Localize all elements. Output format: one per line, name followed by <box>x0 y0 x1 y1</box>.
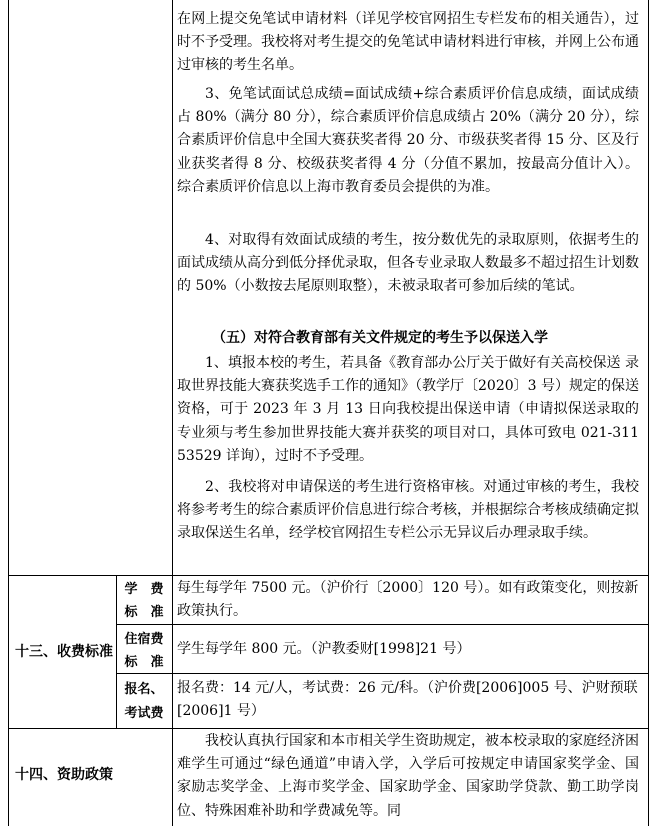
exam-fee-label-line2: 考试费 <box>124 706 164 721</box>
table-border-left <box>8 0 9 826</box>
row-divider-fees-1 <box>116 624 649 625</box>
admission-rule-paragraph: 4、对取得有效面试成绩的考生，按分数优先的录取原则，依据考生的面试成绩从高分到低分择优录取，但各专业录取人数最多不超过招生计划数的 50%（小数按去尾原则取整），未被录取者可参加后续的笔试。 <box>177 232 639 295</box>
tuition-label-line1: 学 费 <box>124 582 164 597</box>
exam-fee-label-line1: 报名、 <box>124 682 164 697</box>
tuition-value: 每生每学年 7500 元。（沪价行〔2000〕120 号）。如有政策变化，则按新政策执行。 <box>177 580 639 620</box>
recommendation-paragraph-1: 1、填报本校的考生，若具备《教育部办公厅关于做好有关高校保送 录取世界技能大赛获奖选手工作的通知》（教学厅〔2020〕3 号）规定的保送资格，可于 2023 年 3 月 13 日向我校提出保送申请（申请拟保送录取的专业须与考生参加世界技能大赛并获奖的项目对口，具体可致电 021-31153529 详询），过时不予受理。 <box>177 355 639 464</box>
row-divider-aid-top <box>8 728 649 729</box>
section-five-heading: （五）对符合教育部有关文件规定的考生予以保送入学 <box>212 330 548 346</box>
dorm-fee-label-line1: 住宿费 <box>124 632 164 647</box>
exemption-application-paragraph: 在网上提交免笔试申请材料（详见学校官网招生专栏发布的相关通告），过时不予受理。我校将对考生提交的免笔试申请材料进行审核，并网上公布通过审核的考生名单。 <box>177 11 639 74</box>
aid-section-label: 十四、资助政策 <box>15 767 113 783</box>
tuition-label-line2: 标 准 <box>124 605 164 620</box>
aid-policy-text: 我校认真执行国家和本市相关学生资助规定，被本校录取的家庭经济困难学生可通过“绿色通道”申请入学，入学后可按规定申请国家奖学金、国家励志奖学金、上海市奖学金、国家助学金、国家助学贷款、勤工助学岗位、特殊困难补助和学费减免等。同 <box>177 733 639 819</box>
sublabel-column-divider <box>116 575 117 728</box>
exam-fee-value: 报名费：14 元/人，考试费：26 元/科。（沪价费[2006]005 号、沪财预联[2006]1 号） <box>177 680 638 720</box>
recommendation-paragraph-2: 2、我校将对申请保送的考生进行资格审核。对通过审核的考生，我校将参考考生的综合素质评价信息进行综合考核，并根据综合考核成绩确定拟录取保送生名单，经学校官网招生专栏公示无异议后办理录取手续。 <box>177 479 639 542</box>
fees-section-label: 十三、收费标准 <box>15 644 113 660</box>
table-border-right <box>648 0 649 826</box>
row-divider-fees-top <box>8 575 649 576</box>
interview-score-paragraph: 3、免笔试面试总成绩=面试成绩+综合素质评价信息成绩，面试成绩占 80%（满分 80 分），综合素质评价信息成绩占 20%（满分 20 分），综合素质评价信息中全国大赛获奖者得 20 分、市级获奖者得 15 分、区及行业获奖者得 8 分、校级获奖者得 4 分（分值不累加，按最高分值计入）。综合素质评价信息以上海市教育委员会提供的为准。 <box>177 86 639 195</box>
content-column-divider <box>172 0 173 826</box>
row-divider-fees-2 <box>116 673 649 674</box>
dorm-fee-label-line2: 标 准 <box>124 655 164 670</box>
dorm-fee-value: 学生每学年 800 元。（沪教委财[1998]21 号） <box>177 641 471 657</box>
